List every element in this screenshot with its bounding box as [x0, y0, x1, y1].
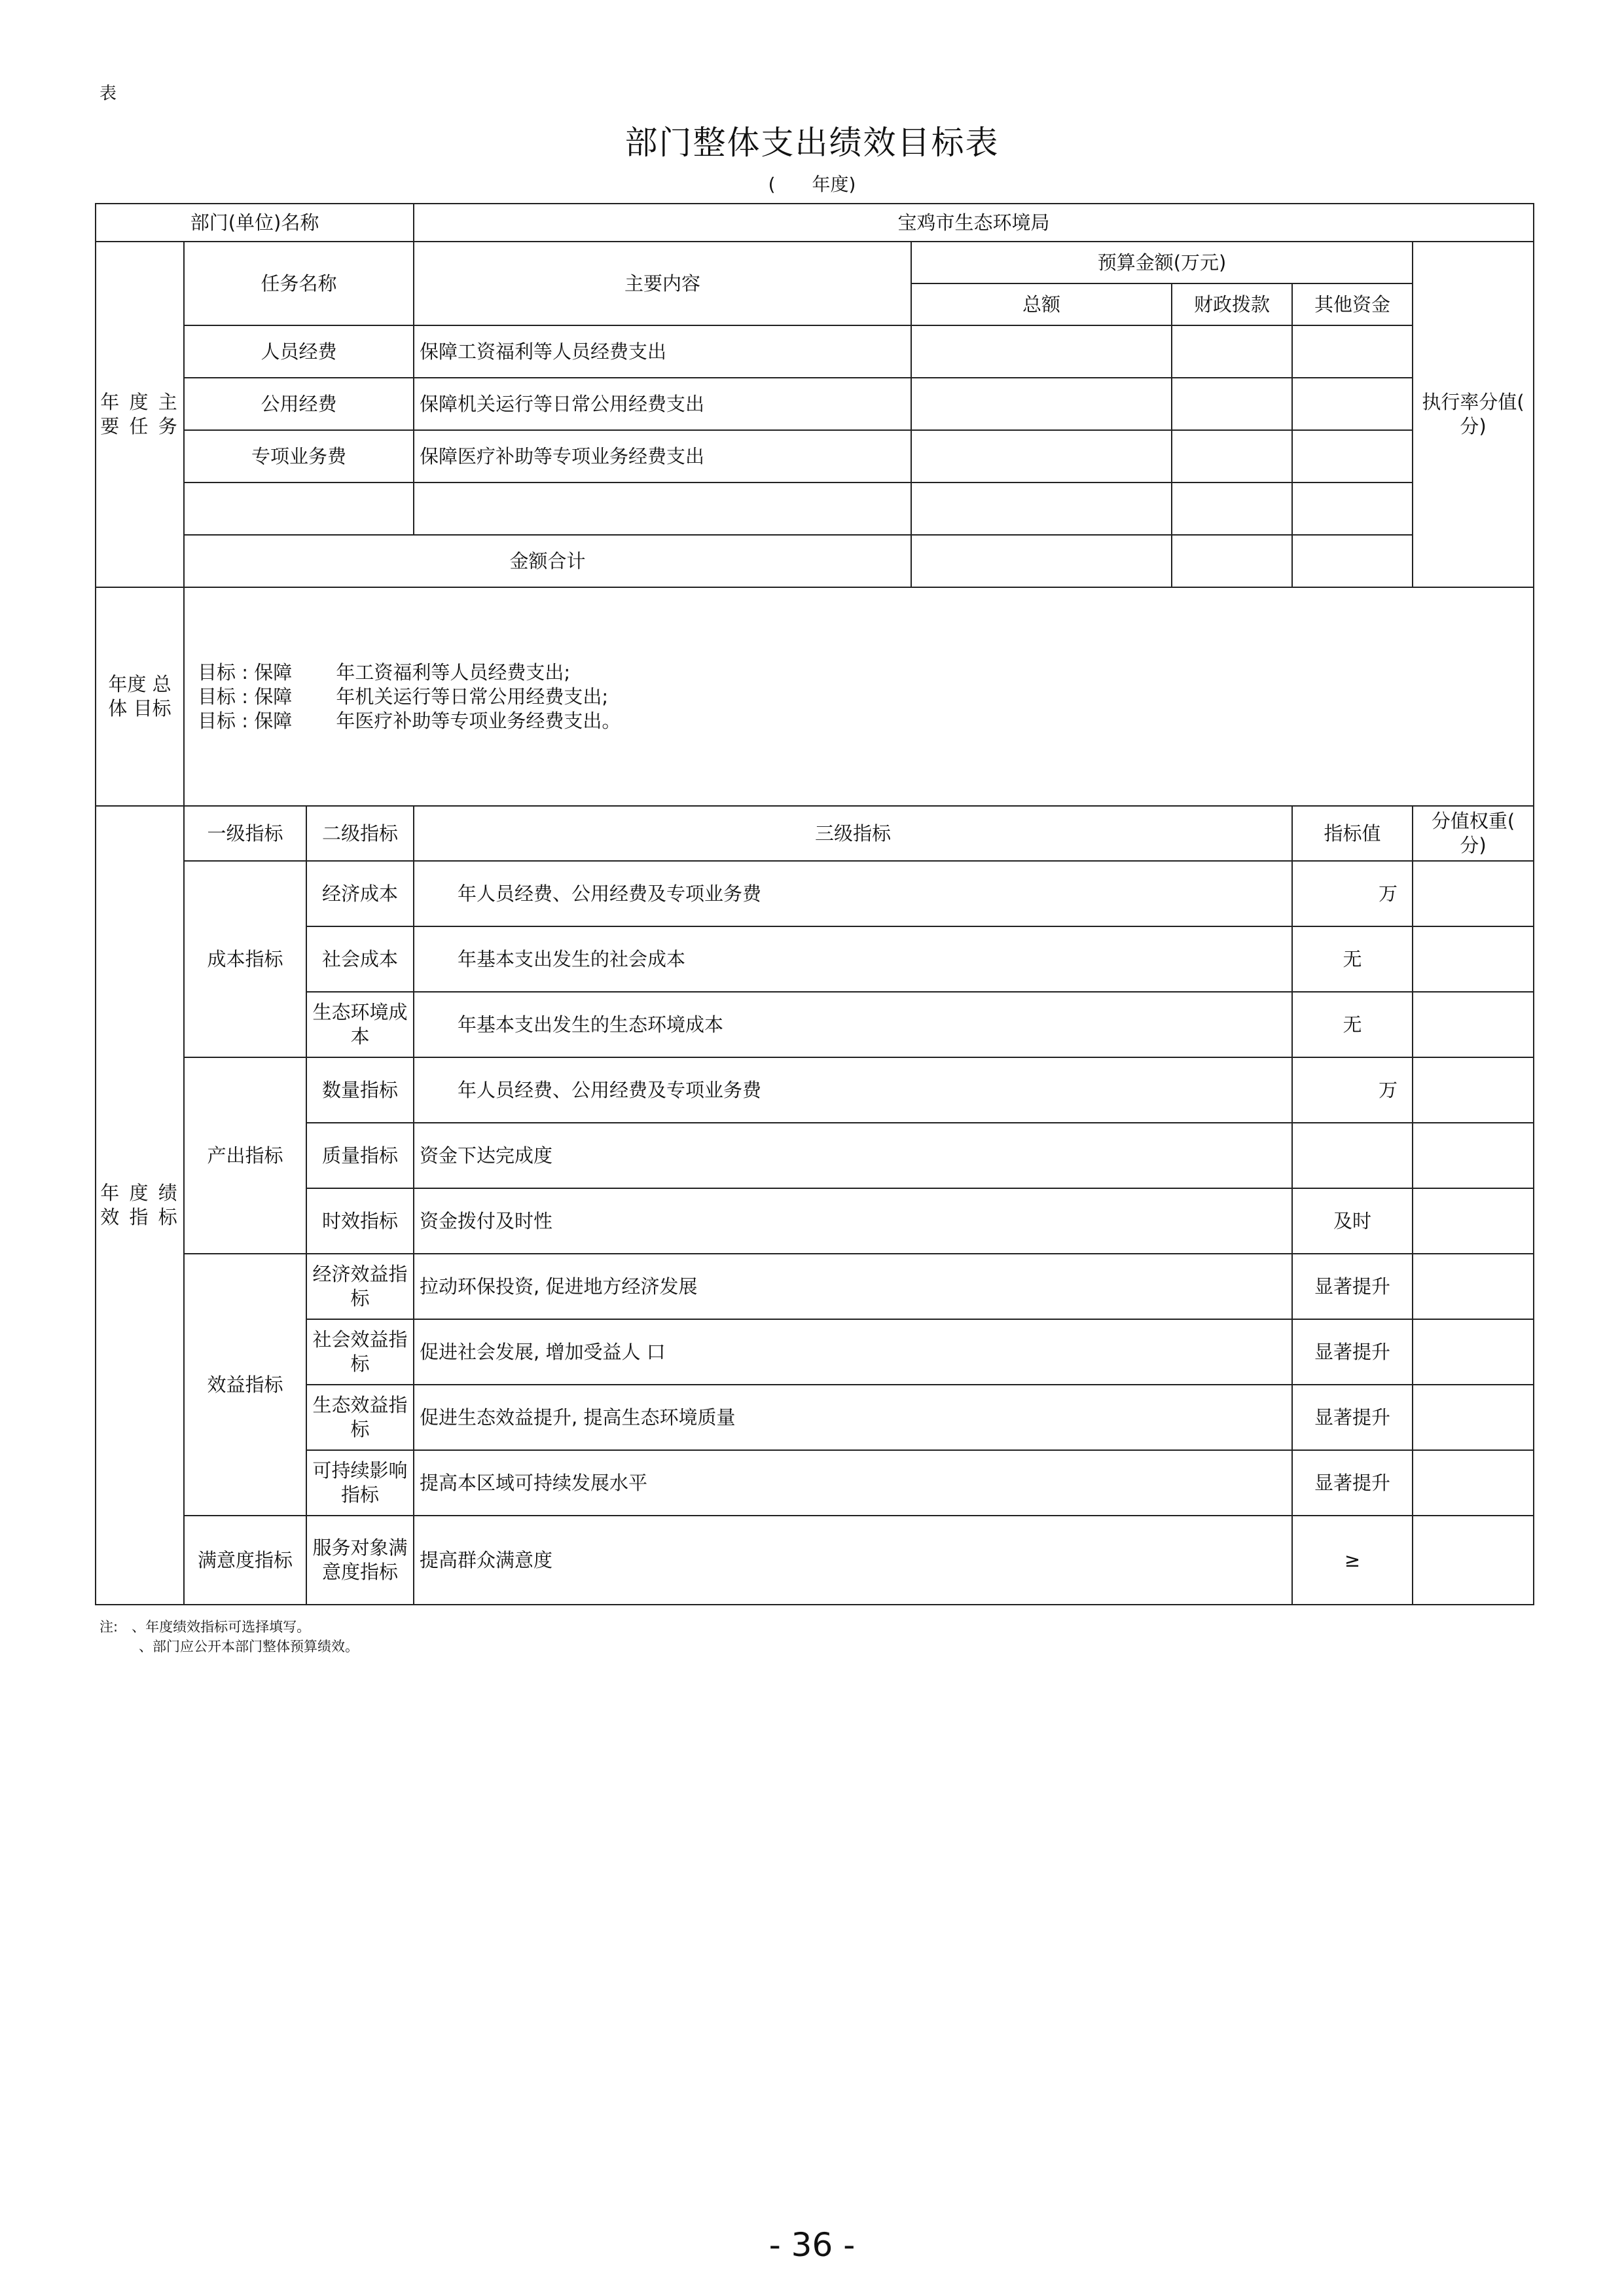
weight-cell — [1413, 861, 1534, 926]
budget-total-header: 总额 — [911, 283, 1172, 325]
table-row — [96, 1188, 1534, 1254]
value-cell: 万 — [1292, 1057, 1413, 1123]
value-cell: 显著提升 — [1292, 1319, 1413, 1385]
budget-fiscal-cell — [1172, 483, 1292, 535]
performance-target-table — [95, 203, 1543, 1605]
col-level3: 三级指标 — [414, 806, 1292, 861]
weight-cell — [1413, 1057, 1534, 1123]
level3-cell: 年人员经费、公用经费及专项业务费 — [414, 1057, 1292, 1123]
level2-cell: 经济效益指标 — [306, 1254, 414, 1319]
table-row — [96, 1057, 1534, 1123]
goal-label: 年度 总体 目标 — [96, 587, 184, 806]
level3-cell: 年人员经费、公用经费及专项业务费 — [414, 861, 1292, 926]
value-cell: 及时 — [1292, 1188, 1413, 1254]
level2-cell: 社会成本 — [306, 926, 414, 992]
budget-total-cell — [911, 430, 1172, 483]
task-name: 公用经费 — [184, 378, 414, 430]
budget-fiscal-cell — [1172, 535, 1292, 587]
table-row — [96, 483, 1534, 535]
value-cell: 显著提升 — [1292, 1385, 1413, 1450]
weight-cell — [1413, 1450, 1534, 1516]
task-name — [184, 483, 414, 535]
table-row — [96, 430, 1534, 483]
table-row — [96, 1123, 1534, 1188]
weight-cell — [1413, 1516, 1534, 1605]
table-row — [96, 325, 1534, 378]
level3-cell: 资金拨付及时性 — [414, 1188, 1292, 1254]
budget-other-cell — [1292, 325, 1413, 378]
col-level2: 二级指标 — [306, 806, 414, 861]
value-cell: 显著提升 — [1292, 1254, 1413, 1319]
exec-rate-header: 执行率分值( 分) — [1413, 242, 1534, 587]
level3-cell: 促进生态效益提升, 提高生态环境质量 — [414, 1385, 1292, 1450]
year-line: ( 年度) — [768, 173, 856, 195]
level2-cell: 社会效益指标 — [306, 1319, 414, 1385]
dept-value: 宝鸡市生态环境局 — [414, 204, 1534, 242]
task-name: 人员经费 — [184, 325, 414, 378]
budget-total-cell — [911, 483, 1172, 535]
weight-cell — [1413, 1385, 1534, 1450]
level2-cell: 可持续影响指标 — [306, 1450, 414, 1516]
goal-line: 目标 : 保障 年机关运行等日常公用经费支出; — [198, 685, 609, 708]
level3-cell: 年基本支出发生的生态环境成本 — [414, 992, 1292, 1057]
level2-cell: 生态环境成本 — [306, 992, 414, 1057]
budget-fiscal-cell — [1172, 378, 1292, 430]
budget-other-cell — [1292, 483, 1413, 535]
notes — [99, 1617, 359, 1656]
amount-total-label: 金额合计 — [184, 535, 911, 587]
table-row — [96, 1450, 1534, 1516]
task-content — [414, 483, 911, 535]
level3-cell: 拉动环保投资, 促进地方经济发展 — [414, 1254, 1292, 1319]
level3-cell: 资金下达完成度 — [414, 1123, 1292, 1188]
task-name: 专项业务费 — [184, 430, 414, 483]
page-title: 部门整体支出绩效目标表 — [624, 124, 1000, 162]
weight-cell — [1413, 1123, 1534, 1188]
table-row — [96, 926, 1534, 992]
note-line: 注: 、年度绩效指标可选择填写。 — [99, 1619, 311, 1635]
budget-fiscal-cell — [1172, 430, 1292, 483]
goal-row — [96, 587, 1534, 806]
goal-line: 目标 : 保障 年工资福利等人员经费支出; — [198, 661, 571, 683]
table-row — [96, 992, 1534, 1057]
weight-cell — [1413, 1188, 1534, 1254]
dept-label: 部门(单位)名称 — [96, 204, 414, 242]
indicator-section-label: 年 度 绩 效 指 标 — [96, 806, 184, 1605]
budget-other-header: 其他资金 — [1292, 283, 1413, 325]
note-line: 、部门应公开本部门整体预算绩效。 — [139, 1639, 359, 1654]
table-row — [96, 378, 1534, 430]
level3-cell: 年基本支出发生的社会成本 — [414, 926, 1292, 992]
goal-line: 目标 : 保障 年医疗补助等专项业务经费支出。 — [198, 709, 621, 732]
value-cell: 显著提升 — [1292, 1450, 1413, 1516]
table-row — [96, 1319, 1534, 1385]
task-content: 保障工资福利等人员经费支出 — [414, 325, 911, 378]
level1-cell: 成本指标 — [184, 861, 306, 1057]
budget-other-cell — [1292, 535, 1413, 587]
budget-total-cell — [911, 535, 1172, 587]
task-header-row — [96, 242, 1534, 283]
budget-fiscal-header: 财政拨款 — [1172, 283, 1292, 325]
level1-cell: 效益指标 — [184, 1254, 306, 1516]
level3-cell: 提高群众满意度 — [414, 1516, 1292, 1605]
level3-cell: 促进社会发展, 增加受益人 口 — [414, 1319, 1292, 1385]
tasks-section-label: 年 度 主 要 任 务 — [96, 242, 184, 587]
level2-cell: 质量指标 — [306, 1123, 414, 1188]
weight-cell — [1413, 1319, 1534, 1385]
budget-header: 预算金额(万元) — [911, 242, 1413, 283]
level2-cell: 服务对象满意度指标 — [306, 1516, 414, 1605]
corner-label: 表 — [99, 84, 117, 103]
goal-text — [184, 587, 1534, 806]
level2-cell: 生态效益指标 — [306, 1385, 414, 1450]
task-content: 保障医疗补助等专项业务经费支出 — [414, 430, 911, 483]
table-row — [96, 1385, 1534, 1450]
budget-other-cell — [1292, 378, 1413, 430]
col-weight: 分值权重( 分) — [1413, 806, 1534, 861]
weight-cell — [1413, 926, 1534, 992]
main-content-header: 主要内容 — [414, 242, 911, 325]
budget-other-cell — [1292, 430, 1413, 483]
col-level1: 一级指标 — [184, 806, 306, 861]
task-name-header: 任务名称 — [184, 242, 414, 325]
table-row — [96, 1516, 1534, 1605]
table-row — [96, 861, 1534, 926]
value-cell — [1292, 1123, 1413, 1188]
level2-cell: 经济成本 — [306, 861, 414, 926]
page-number: - 36 - — [768, 2226, 856, 2264]
budget-total-cell — [911, 325, 1172, 378]
value-cell: 无 — [1292, 926, 1413, 992]
value-cell: 万 — [1292, 861, 1413, 926]
dept-row — [96, 204, 1534, 242]
level3-cell: 提高本区域可持续发展水平 — [414, 1450, 1292, 1516]
level1-cell: 满意度指标 — [184, 1516, 306, 1605]
budget-fiscal-cell — [1172, 325, 1292, 378]
table-row — [96, 1254, 1534, 1319]
level1-cell: 产出指标 — [184, 1057, 306, 1254]
level2-cell: 时效指标 — [306, 1188, 414, 1254]
weight-cell — [1413, 992, 1534, 1057]
col-value: 指标值 — [1292, 806, 1413, 861]
value-cell: 无 — [1292, 992, 1413, 1057]
amount-total-row — [96, 535, 1534, 587]
weight-cell — [1413, 1254, 1534, 1319]
level2-cell: 数量指标 — [306, 1057, 414, 1123]
indicator-header-row — [96, 806, 1534, 861]
task-content: 保障机关运行等日常公用经费支出 — [414, 378, 911, 430]
value-cell: ≥ — [1292, 1516, 1413, 1605]
budget-total-cell — [911, 378, 1172, 430]
